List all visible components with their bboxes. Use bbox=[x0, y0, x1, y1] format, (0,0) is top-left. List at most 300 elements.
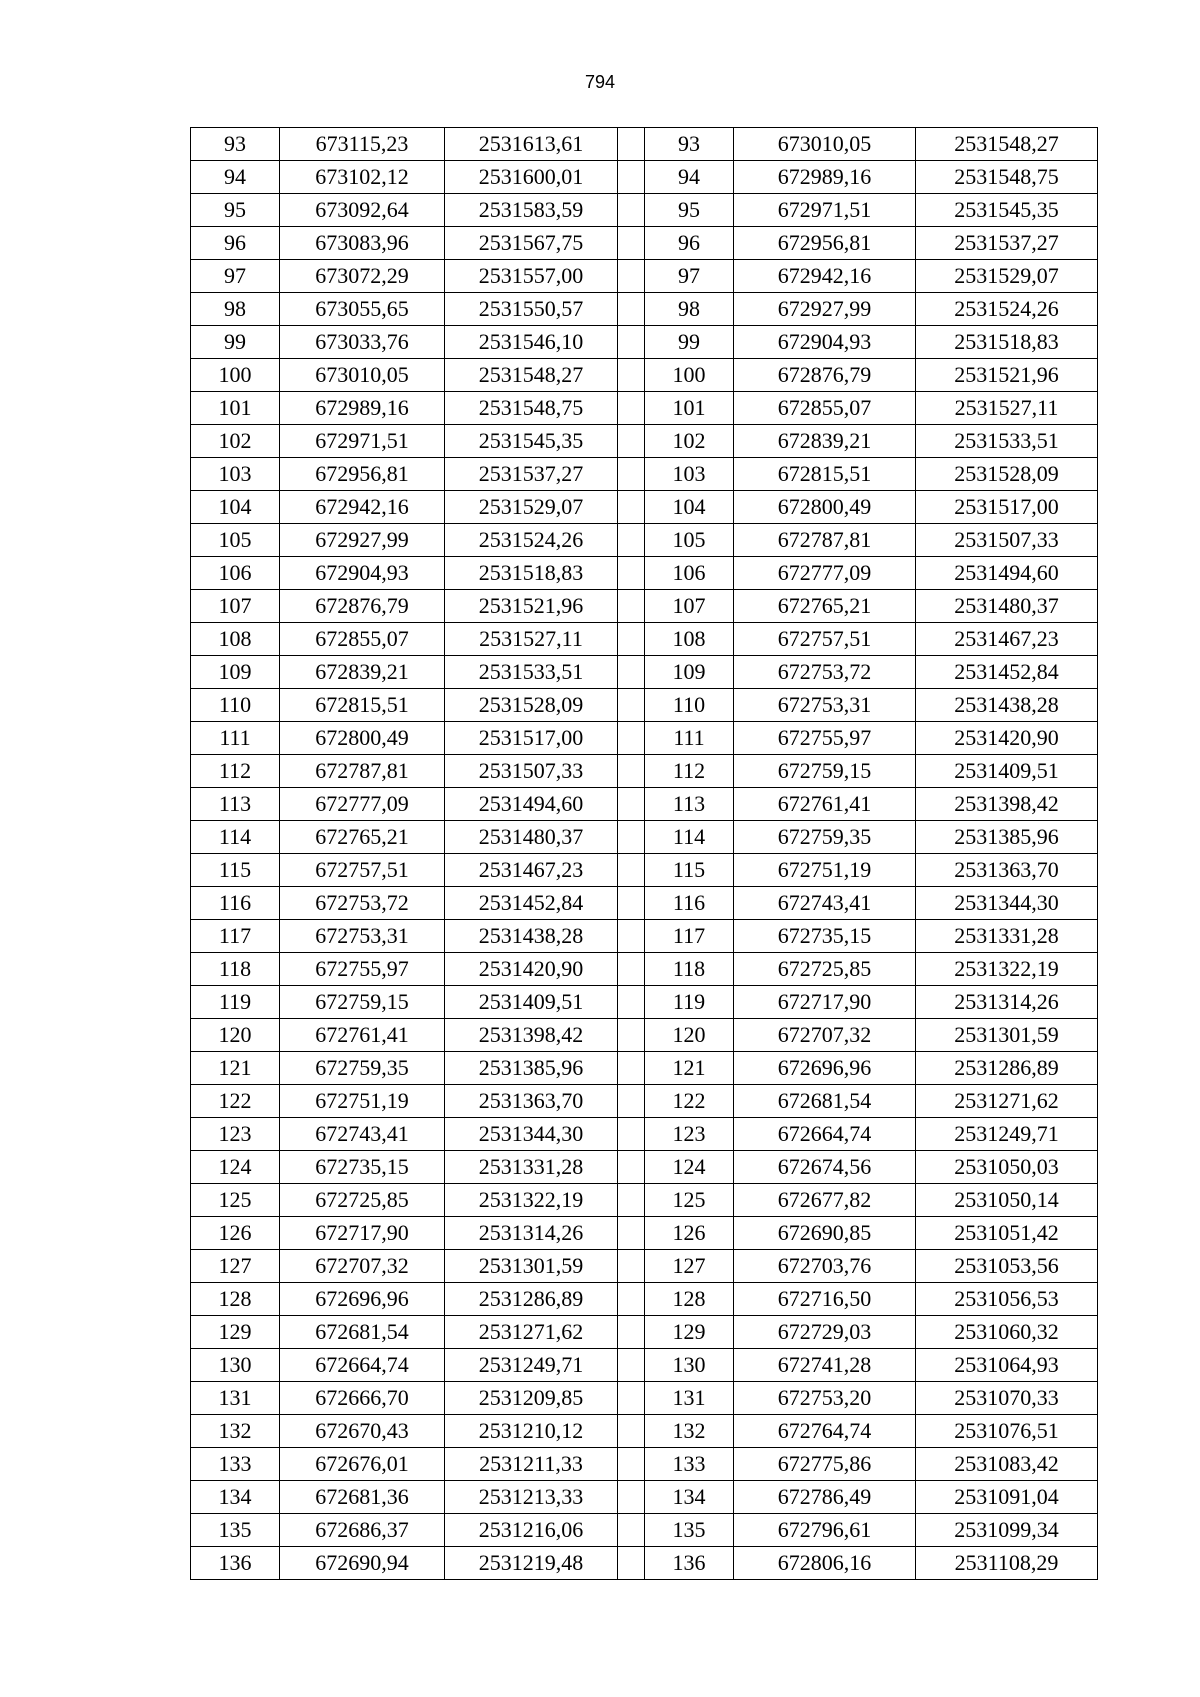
right-x-coordinate-cell: 672703,76 bbox=[734, 1250, 916, 1283]
left-y-coordinate-cell: 2531409,51 bbox=[445, 986, 618, 1019]
spacer-cell bbox=[618, 194, 645, 227]
left-point-number-cell: 124 bbox=[191, 1151, 280, 1184]
table-row bbox=[191, 194, 1098, 227]
left-point-number-cell: 113 bbox=[191, 788, 280, 821]
table-row bbox=[191, 854, 1098, 887]
left-point-number-cell: 136 bbox=[191, 1547, 280, 1580]
right-y-coordinate-cell: 2531452,84 bbox=[916, 656, 1098, 689]
left-x-coordinate-cell: 672989,16 bbox=[280, 392, 445, 425]
right-y-coordinate-cell: 2531548,75 bbox=[916, 161, 1098, 194]
spacer-cell bbox=[618, 1184, 645, 1217]
right-x-coordinate-cell: 672876,79 bbox=[734, 359, 916, 392]
left-point-number-cell: 117 bbox=[191, 920, 280, 953]
spacer-cell bbox=[618, 1019, 645, 1052]
table-row bbox=[191, 293, 1098, 326]
right-point-number-cell: 110 bbox=[645, 689, 734, 722]
right-point-number-cell: 113 bbox=[645, 788, 734, 821]
right-x-coordinate-cell: 673010,05 bbox=[734, 128, 916, 161]
left-x-coordinate-cell: 672751,19 bbox=[280, 1085, 445, 1118]
left-y-coordinate-cell: 2531452,84 bbox=[445, 887, 618, 920]
right-point-number-cell: 118 bbox=[645, 953, 734, 986]
left-x-coordinate-cell: 672757,51 bbox=[280, 854, 445, 887]
right-x-coordinate-cell: 672725,85 bbox=[734, 953, 916, 986]
left-point-number-cell: 112 bbox=[191, 755, 280, 788]
right-point-number-cell: 117 bbox=[645, 920, 734, 953]
right-point-number-cell: 133 bbox=[645, 1448, 734, 1481]
right-x-coordinate-cell: 672677,82 bbox=[734, 1184, 916, 1217]
table-row bbox=[191, 1184, 1098, 1217]
left-x-coordinate-cell: 672971,51 bbox=[280, 425, 445, 458]
right-x-coordinate-cell: 672753,20 bbox=[734, 1382, 916, 1415]
left-y-coordinate-cell: 2531548,75 bbox=[445, 392, 618, 425]
right-x-coordinate-cell: 672764,74 bbox=[734, 1415, 916, 1448]
right-y-coordinate-cell: 2531083,42 bbox=[916, 1448, 1098, 1481]
left-x-coordinate-cell: 672666,70 bbox=[280, 1382, 445, 1415]
table-row bbox=[191, 953, 1098, 986]
right-y-coordinate-cell: 2531053,56 bbox=[916, 1250, 1098, 1283]
left-y-coordinate-cell: 2531613,61 bbox=[445, 128, 618, 161]
left-point-number-cell: 98 bbox=[191, 293, 280, 326]
left-point-number-cell: 110 bbox=[191, 689, 280, 722]
right-point-number-cell: 121 bbox=[645, 1052, 734, 1085]
left-point-number-cell: 104 bbox=[191, 491, 280, 524]
right-y-coordinate-cell: 2531507,33 bbox=[916, 524, 1098, 557]
spacer-cell bbox=[618, 491, 645, 524]
left-point-number-cell: 95 bbox=[191, 194, 280, 227]
right-y-coordinate-cell: 2531249,71 bbox=[916, 1118, 1098, 1151]
left-y-coordinate-cell: 2531537,27 bbox=[445, 458, 618, 491]
right-x-coordinate-cell: 672716,50 bbox=[734, 1283, 916, 1316]
right-point-number-cell: 135 bbox=[645, 1514, 734, 1547]
left-y-coordinate-cell: 2531557,00 bbox=[445, 260, 618, 293]
left-point-number-cell: 108 bbox=[191, 623, 280, 656]
left-point-number-cell: 132 bbox=[191, 1415, 280, 1448]
spacer-cell bbox=[618, 161, 645, 194]
right-point-number-cell: 125 bbox=[645, 1184, 734, 1217]
left-y-coordinate-cell: 2531209,85 bbox=[445, 1382, 618, 1415]
spacer-cell bbox=[618, 1118, 645, 1151]
spacer-cell bbox=[618, 1448, 645, 1481]
spacer-cell bbox=[618, 1052, 645, 1085]
left-y-coordinate-cell: 2531219,48 bbox=[445, 1547, 618, 1580]
left-y-coordinate-cell: 2531210,12 bbox=[445, 1415, 618, 1448]
right-y-coordinate-cell: 2531528,09 bbox=[916, 458, 1098, 491]
right-x-coordinate-cell: 672753,72 bbox=[734, 656, 916, 689]
right-y-coordinate-cell: 2531050,14 bbox=[916, 1184, 1098, 1217]
left-x-coordinate-cell: 672855,07 bbox=[280, 623, 445, 656]
right-y-coordinate-cell: 2531385,96 bbox=[916, 821, 1098, 854]
right-point-number-cell: 122 bbox=[645, 1085, 734, 1118]
left-x-coordinate-cell: 672777,09 bbox=[280, 788, 445, 821]
right-y-coordinate-cell: 2531438,28 bbox=[916, 689, 1098, 722]
right-x-coordinate-cell: 672755,97 bbox=[734, 722, 916, 755]
left-x-coordinate-cell: 672664,74 bbox=[280, 1349, 445, 1382]
table-row bbox=[191, 1547, 1098, 1580]
left-y-coordinate-cell: 2531385,96 bbox=[445, 1052, 618, 1085]
left-point-number-cell: 119 bbox=[191, 986, 280, 1019]
spacer-cell bbox=[618, 1514, 645, 1547]
right-point-number-cell: 114 bbox=[645, 821, 734, 854]
spacer-cell bbox=[618, 392, 645, 425]
right-point-number-cell: 131 bbox=[645, 1382, 734, 1415]
left-x-coordinate-cell: 672681,36 bbox=[280, 1481, 445, 1514]
spacer-cell bbox=[618, 1283, 645, 1316]
table-row bbox=[191, 755, 1098, 788]
table-row bbox=[191, 524, 1098, 557]
left-x-coordinate-cell: 672670,43 bbox=[280, 1415, 445, 1448]
right-x-coordinate-cell: 672707,32 bbox=[734, 1019, 916, 1052]
left-y-coordinate-cell: 2531249,71 bbox=[445, 1349, 618, 1382]
right-x-coordinate-cell: 672757,51 bbox=[734, 623, 916, 656]
table-row bbox=[191, 1085, 1098, 1118]
right-y-coordinate-cell: 2531545,35 bbox=[916, 194, 1098, 227]
table-row bbox=[191, 227, 1098, 260]
left-y-coordinate-cell: 2531507,33 bbox=[445, 755, 618, 788]
left-y-coordinate-cell: 2531521,96 bbox=[445, 590, 618, 623]
right-point-number-cell: 111 bbox=[645, 722, 734, 755]
right-y-coordinate-cell: 2531322,19 bbox=[916, 953, 1098, 986]
right-y-coordinate-cell: 2531056,53 bbox=[916, 1283, 1098, 1316]
left-x-coordinate-cell: 672725,85 bbox=[280, 1184, 445, 1217]
right-x-coordinate-cell: 672787,81 bbox=[734, 524, 916, 557]
left-y-coordinate-cell: 2531517,00 bbox=[445, 722, 618, 755]
spacer-cell bbox=[618, 920, 645, 953]
table-row bbox=[191, 1283, 1098, 1316]
left-point-number-cell: 111 bbox=[191, 722, 280, 755]
right-y-coordinate-cell: 2531398,42 bbox=[916, 788, 1098, 821]
right-y-coordinate-cell: 2531051,42 bbox=[916, 1217, 1098, 1250]
spacer-cell bbox=[618, 1481, 645, 1514]
right-x-coordinate-cell: 672800,49 bbox=[734, 491, 916, 524]
right-y-coordinate-cell: 2531091,04 bbox=[916, 1481, 1098, 1514]
left-x-coordinate-cell: 672956,81 bbox=[280, 458, 445, 491]
right-x-coordinate-cell: 672815,51 bbox=[734, 458, 916, 491]
left-point-number-cell: 126 bbox=[191, 1217, 280, 1250]
right-x-coordinate-cell: 672942,16 bbox=[734, 260, 916, 293]
right-y-coordinate-cell: 2531070,33 bbox=[916, 1382, 1098, 1415]
right-x-coordinate-cell: 672761,41 bbox=[734, 788, 916, 821]
table-row bbox=[191, 260, 1098, 293]
right-x-coordinate-cell: 672927,99 bbox=[734, 293, 916, 326]
left-y-coordinate-cell: 2531286,89 bbox=[445, 1283, 618, 1316]
table-row bbox=[191, 392, 1098, 425]
right-x-coordinate-cell: 672674,56 bbox=[734, 1151, 916, 1184]
right-point-number-cell: 127 bbox=[645, 1250, 734, 1283]
right-y-coordinate-cell: 2531076,51 bbox=[916, 1415, 1098, 1448]
table-row bbox=[191, 1514, 1098, 1547]
table-row bbox=[191, 359, 1098, 392]
left-x-coordinate-cell: 672753,72 bbox=[280, 887, 445, 920]
right-point-number-cell: 95 bbox=[645, 194, 734, 227]
right-point-number-cell: 101 bbox=[645, 392, 734, 425]
left-x-coordinate-cell: 672765,21 bbox=[280, 821, 445, 854]
left-y-coordinate-cell: 2531301,59 bbox=[445, 1250, 618, 1283]
left-x-coordinate-cell: 673115,23 bbox=[280, 128, 445, 161]
left-y-coordinate-cell: 2531314,26 bbox=[445, 1217, 618, 1250]
right-point-number-cell: 123 bbox=[645, 1118, 734, 1151]
table-row bbox=[191, 1019, 1098, 1052]
left-y-coordinate-cell: 2531398,42 bbox=[445, 1019, 618, 1052]
table-row bbox=[191, 1217, 1098, 1250]
right-point-number-cell: 108 bbox=[645, 623, 734, 656]
right-y-coordinate-cell: 2531521,96 bbox=[916, 359, 1098, 392]
left-x-coordinate-cell: 672800,49 bbox=[280, 722, 445, 755]
right-point-number-cell: 107 bbox=[645, 590, 734, 623]
spacer-cell bbox=[618, 557, 645, 590]
left-point-number-cell: 123 bbox=[191, 1118, 280, 1151]
right-point-number-cell: 112 bbox=[645, 755, 734, 788]
left-point-number-cell: 107 bbox=[191, 590, 280, 623]
table-row bbox=[191, 1349, 1098, 1382]
right-point-number-cell: 130 bbox=[645, 1349, 734, 1382]
right-point-number-cell: 96 bbox=[645, 227, 734, 260]
table-row bbox=[191, 1151, 1098, 1184]
right-x-coordinate-cell: 672664,74 bbox=[734, 1118, 916, 1151]
table-row bbox=[191, 590, 1098, 623]
table-row bbox=[191, 491, 1098, 524]
right-point-number-cell: 99 bbox=[645, 326, 734, 359]
right-y-coordinate-cell: 2531494,60 bbox=[916, 557, 1098, 590]
left-point-number-cell: 127 bbox=[191, 1250, 280, 1283]
table-row bbox=[191, 425, 1098, 458]
left-point-number-cell: 134 bbox=[191, 1481, 280, 1514]
left-y-coordinate-cell: 2531529,07 bbox=[445, 491, 618, 524]
right-x-coordinate-cell: 672741,28 bbox=[734, 1349, 916, 1382]
right-y-coordinate-cell: 2531286,89 bbox=[916, 1052, 1098, 1085]
right-point-number-cell: 115 bbox=[645, 854, 734, 887]
left-point-number-cell: 96 bbox=[191, 227, 280, 260]
spacer-cell bbox=[618, 1085, 645, 1118]
right-x-coordinate-cell: 672765,21 bbox=[734, 590, 916, 623]
left-y-coordinate-cell: 2531546,10 bbox=[445, 326, 618, 359]
spacer-cell bbox=[618, 359, 645, 392]
right-x-coordinate-cell: 672839,21 bbox=[734, 425, 916, 458]
page-number: 794 bbox=[584, 72, 616, 92]
spacer-cell bbox=[618, 1316, 645, 1349]
left-x-coordinate-cell: 672735,15 bbox=[280, 1151, 445, 1184]
spacer-cell bbox=[618, 986, 645, 1019]
right-x-coordinate-cell: 672904,93 bbox=[734, 326, 916, 359]
right-x-coordinate-cell: 672971,51 bbox=[734, 194, 916, 227]
spacer-cell bbox=[618, 722, 645, 755]
left-point-number-cell: 114 bbox=[191, 821, 280, 854]
left-point-number-cell: 122 bbox=[191, 1085, 280, 1118]
left-point-number-cell: 135 bbox=[191, 1514, 280, 1547]
right-y-coordinate-cell: 2531271,62 bbox=[916, 1085, 1098, 1118]
right-y-coordinate-cell: 2531529,07 bbox=[916, 260, 1098, 293]
spacer-cell bbox=[618, 887, 645, 920]
right-x-coordinate-cell: 672806,16 bbox=[734, 1547, 916, 1580]
right-point-number-cell: 132 bbox=[645, 1415, 734, 1448]
table-row bbox=[191, 1415, 1098, 1448]
right-point-number-cell: 102 bbox=[645, 425, 734, 458]
table-row bbox=[191, 1448, 1098, 1481]
spacer-cell bbox=[618, 821, 645, 854]
right-y-coordinate-cell: 2531533,51 bbox=[916, 425, 1098, 458]
right-y-coordinate-cell: 2531363,70 bbox=[916, 854, 1098, 887]
right-y-coordinate-cell: 2531064,93 bbox=[916, 1349, 1098, 1382]
left-point-number-cell: 133 bbox=[191, 1448, 280, 1481]
right-y-coordinate-cell: 2531480,37 bbox=[916, 590, 1098, 623]
spacer-cell bbox=[618, 1250, 645, 1283]
left-x-coordinate-cell: 672686,37 bbox=[280, 1514, 445, 1547]
table-row bbox=[191, 887, 1098, 920]
left-y-coordinate-cell: 2531322,19 bbox=[445, 1184, 618, 1217]
table-row bbox=[191, 689, 1098, 722]
left-x-coordinate-cell: 672942,16 bbox=[280, 491, 445, 524]
right-x-coordinate-cell: 672855,07 bbox=[734, 392, 916, 425]
left-y-coordinate-cell: 2531363,70 bbox=[445, 1085, 618, 1118]
left-point-number-cell: 118 bbox=[191, 953, 280, 986]
left-point-number-cell: 131 bbox=[191, 1382, 280, 1415]
right-x-coordinate-cell: 672989,16 bbox=[734, 161, 916, 194]
left-x-coordinate-cell: 672876,79 bbox=[280, 590, 445, 623]
right-y-coordinate-cell: 2531344,30 bbox=[916, 887, 1098, 920]
table-row bbox=[191, 623, 1098, 656]
right-point-number-cell: 120 bbox=[645, 1019, 734, 1052]
spacer-cell bbox=[618, 458, 645, 491]
table-row bbox=[191, 161, 1098, 194]
right-point-number-cell: 126 bbox=[645, 1217, 734, 1250]
spacer-cell bbox=[618, 656, 645, 689]
right-point-number-cell: 100 bbox=[645, 359, 734, 392]
right-y-coordinate-cell: 2531524,26 bbox=[916, 293, 1098, 326]
table-row bbox=[191, 1052, 1098, 1085]
right-y-coordinate-cell: 2531050,03 bbox=[916, 1151, 1098, 1184]
spacer-cell bbox=[618, 1217, 645, 1250]
table-row bbox=[191, 920, 1098, 953]
left-y-coordinate-cell: 2531420,90 bbox=[445, 953, 618, 986]
left-x-coordinate-cell: 673083,96 bbox=[280, 227, 445, 260]
left-y-coordinate-cell: 2531494,60 bbox=[445, 788, 618, 821]
left-x-coordinate-cell: 672755,97 bbox=[280, 953, 445, 986]
right-x-coordinate-cell: 672696,96 bbox=[734, 1052, 916, 1085]
spacer-cell bbox=[618, 953, 645, 986]
right-x-coordinate-cell: 672775,86 bbox=[734, 1448, 916, 1481]
left-point-number-cell: 130 bbox=[191, 1349, 280, 1382]
right-point-number-cell: 109 bbox=[645, 656, 734, 689]
left-y-coordinate-cell: 2531545,35 bbox=[445, 425, 618, 458]
spacer-cell bbox=[618, 260, 645, 293]
left-x-coordinate-cell: 673072,29 bbox=[280, 260, 445, 293]
right-x-coordinate-cell: 672786,49 bbox=[734, 1481, 916, 1514]
right-y-coordinate-cell: 2531409,51 bbox=[916, 755, 1098, 788]
spacer-cell bbox=[618, 590, 645, 623]
right-point-number-cell: 124 bbox=[645, 1151, 734, 1184]
table-row bbox=[191, 656, 1098, 689]
left-point-number-cell: 93 bbox=[191, 128, 280, 161]
left-point-number-cell: 116 bbox=[191, 887, 280, 920]
table-row bbox=[191, 1316, 1098, 1349]
right-x-coordinate-cell: 672753,31 bbox=[734, 689, 916, 722]
spacer-cell bbox=[618, 1151, 645, 1184]
left-y-coordinate-cell: 2531527,11 bbox=[445, 623, 618, 656]
left-x-coordinate-cell: 672761,41 bbox=[280, 1019, 445, 1052]
spacer-cell bbox=[618, 1349, 645, 1382]
left-x-coordinate-cell: 672839,21 bbox=[280, 656, 445, 689]
right-point-number-cell: 105 bbox=[645, 524, 734, 557]
spacer-cell bbox=[618, 689, 645, 722]
right-x-coordinate-cell: 672717,90 bbox=[734, 986, 916, 1019]
right-point-number-cell: 128 bbox=[645, 1283, 734, 1316]
right-x-coordinate-cell: 672751,19 bbox=[734, 854, 916, 887]
spacer-cell bbox=[618, 788, 645, 821]
left-y-coordinate-cell: 2531438,28 bbox=[445, 920, 618, 953]
right-y-coordinate-cell: 2531301,59 bbox=[916, 1019, 1098, 1052]
right-y-coordinate-cell: 2531060,32 bbox=[916, 1316, 1098, 1349]
left-x-coordinate-cell: 672759,15 bbox=[280, 986, 445, 1019]
left-point-number-cell: 106 bbox=[191, 557, 280, 590]
spacer-cell bbox=[618, 1547, 645, 1580]
right-y-coordinate-cell: 2531314,26 bbox=[916, 986, 1098, 1019]
right-x-coordinate-cell: 672681,54 bbox=[734, 1085, 916, 1118]
spacer-cell bbox=[618, 293, 645, 326]
left-point-number-cell: 97 bbox=[191, 260, 280, 293]
left-y-coordinate-cell: 2531213,33 bbox=[445, 1481, 618, 1514]
right-point-number-cell: 98 bbox=[645, 293, 734, 326]
left-x-coordinate-cell: 672690,94 bbox=[280, 1547, 445, 1580]
right-y-coordinate-cell: 2531467,23 bbox=[916, 623, 1098, 656]
right-y-coordinate-cell: 2531518,83 bbox=[916, 326, 1098, 359]
right-point-number-cell: 136 bbox=[645, 1547, 734, 1580]
left-x-coordinate-cell: 672681,54 bbox=[280, 1316, 445, 1349]
right-x-coordinate-cell: 672690,85 bbox=[734, 1217, 916, 1250]
spacer-cell bbox=[618, 524, 645, 557]
left-point-number-cell: 129 bbox=[191, 1316, 280, 1349]
spacer-cell bbox=[618, 1382, 645, 1415]
left-y-coordinate-cell: 2531548,27 bbox=[445, 359, 618, 392]
left-y-coordinate-cell: 2531583,59 bbox=[445, 194, 618, 227]
left-point-number-cell: 109 bbox=[191, 656, 280, 689]
right-x-coordinate-cell: 672759,15 bbox=[734, 755, 916, 788]
right-x-coordinate-cell: 672735,15 bbox=[734, 920, 916, 953]
right-y-coordinate-cell: 2531537,27 bbox=[916, 227, 1098, 260]
right-y-coordinate-cell: 2531108,29 bbox=[916, 1547, 1098, 1580]
right-point-number-cell: 129 bbox=[645, 1316, 734, 1349]
left-x-coordinate-cell: 673092,64 bbox=[280, 194, 445, 227]
left-y-coordinate-cell: 2531524,26 bbox=[445, 524, 618, 557]
left-point-number-cell: 102 bbox=[191, 425, 280, 458]
left-point-number-cell: 128 bbox=[191, 1283, 280, 1316]
right-y-coordinate-cell: 2531527,11 bbox=[916, 392, 1098, 425]
left-point-number-cell: 103 bbox=[191, 458, 280, 491]
left-x-coordinate-cell: 672743,41 bbox=[280, 1118, 445, 1151]
left-point-number-cell: 99 bbox=[191, 326, 280, 359]
right-point-number-cell: 116 bbox=[645, 887, 734, 920]
right-x-coordinate-cell: 672777,09 bbox=[734, 557, 916, 590]
right-point-number-cell: 104 bbox=[645, 491, 734, 524]
right-point-number-cell: 93 bbox=[645, 128, 734, 161]
spacer-cell bbox=[618, 227, 645, 260]
left-x-coordinate-cell: 673102,12 bbox=[280, 161, 445, 194]
right-x-coordinate-cell: 672729,03 bbox=[734, 1316, 916, 1349]
left-y-coordinate-cell: 2531528,09 bbox=[445, 689, 618, 722]
left-y-coordinate-cell: 2531211,33 bbox=[445, 1448, 618, 1481]
coordinates-table-body bbox=[191, 128, 1098, 1580]
table-row bbox=[191, 788, 1098, 821]
left-y-coordinate-cell: 2531550,57 bbox=[445, 293, 618, 326]
spacer-cell bbox=[618, 755, 645, 788]
left-x-coordinate-cell: 672707,32 bbox=[280, 1250, 445, 1283]
left-point-number-cell: 94 bbox=[191, 161, 280, 194]
left-x-coordinate-cell: 672927,99 bbox=[280, 524, 445, 557]
left-x-coordinate-cell: 672753,31 bbox=[280, 920, 445, 953]
right-x-coordinate-cell: 672796,61 bbox=[734, 1514, 916, 1547]
right-point-number-cell: 103 bbox=[645, 458, 734, 491]
left-y-coordinate-cell: 2531518,83 bbox=[445, 557, 618, 590]
spacer-cell bbox=[618, 1415, 645, 1448]
spacer-cell bbox=[618, 425, 645, 458]
